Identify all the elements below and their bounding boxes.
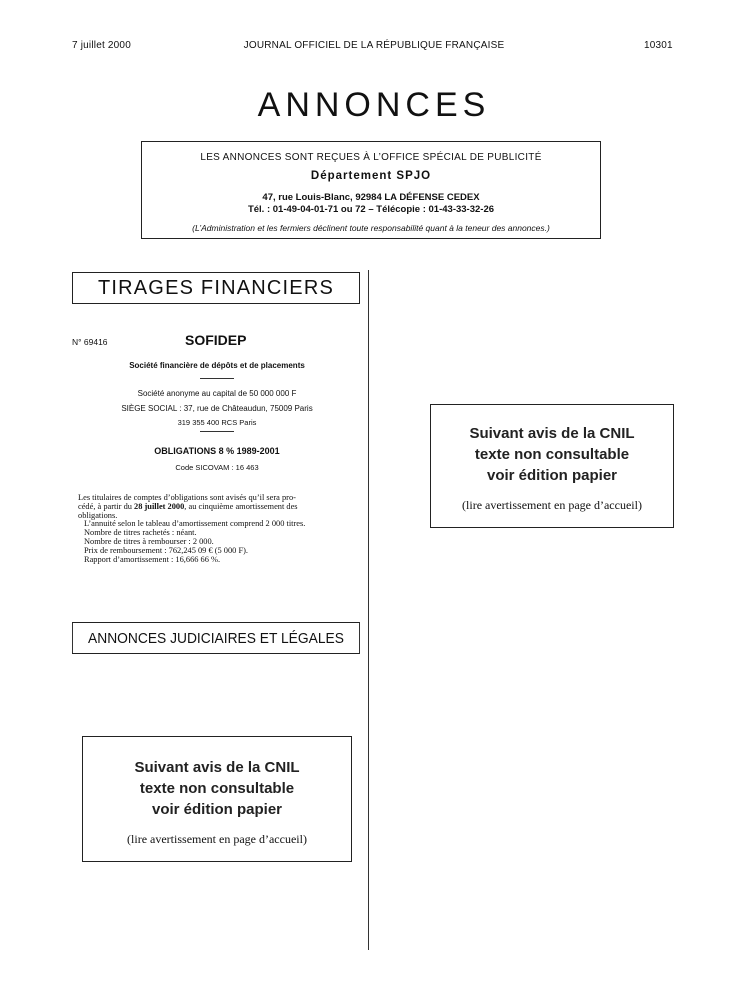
company-rcs: 319 355 400 RCS Paris — [177, 418, 257, 427]
body-text-fragment: cédé, à partir du — [78, 501, 135, 511]
cnil-line-2: texte non consultable — [474, 446, 630, 463]
cnil-note: (lire avertissement en page d’accueil) — [462, 498, 642, 512]
header-page-number: 10301 — [644, 40, 673, 51]
cnil-line-1: Suivant avis de la CNIL — [469, 425, 635, 442]
short-rule — [200, 431, 234, 432]
office-disclaimer: (L’Administration et les fermiers déclinent toute responsabilité quant à la teneur des annonces.) — [192, 223, 550, 233]
body-date-bold: 28 juillet 2000 — [134, 501, 185, 511]
body-line: L’annuité selon le tableau d’amortissement comprend 2 000 titres. — [84, 519, 306, 529]
cnil-line-2: texte non consultable — [139, 780, 295, 797]
body-line: Nombre de titres rachetés : néant. — [84, 528, 197, 538]
body-line: Les titulaires de comptes d’obligations sont avisés qu’il sera pro- — [78, 493, 296, 502]
office-address: 47, rue Louis-Blanc, 92984 LA DÉFENSE CEDEX — [262, 192, 480, 203]
section-heading-annonces-judiciaires — [72, 622, 360, 654]
section-heading-text: ANNONCES JUDICIAIRES ET LÉGALES — [88, 630, 344, 647]
company-subtitle: Société financière de dépôts et de placements — [129, 361, 305, 370]
short-rule — [200, 378, 234, 379]
company-headquarters: SIÈGE SOCIAL : 37, rue de Châteaudun, 75009 Paris — [121, 404, 313, 413]
body-line: Prix de remboursement : 762,245 09 € (5 000 F). — [84, 545, 248, 555]
body-line: Nombre de titres à rembourser : 2 000. — [84, 536, 214, 546]
header-journal-title: JOURNAL OFFICIEL DE LA RÉPUBLIQUE FRANÇAISE — [243, 40, 505, 51]
body-text-fragment: , au cinquième amortissement des — [184, 501, 298, 511]
cnil-note: (lire avertissement en page d’accueil) — [127, 832, 307, 846]
body-line: obligations. — [78, 510, 118, 520]
office-department: Département SPJO — [310, 170, 432, 182]
header-date: 7 juillet 2000 — [72, 40, 131, 51]
notice-number: N° 69416 — [72, 337, 108, 347]
cnil-line-3: voir édition papier — [486, 467, 618, 484]
company-capital: Société anonyme au capital de 50 000 000 F — [137, 389, 297, 398]
cnil-line-1: Suivant avis de la CNIL — [134, 759, 300, 776]
cnil-notice-box — [82, 736, 352, 862]
column-divider — [368, 270, 369, 950]
office-info-box — [141, 141, 601, 239]
cnil-line-3: voir édition papier — [151, 801, 283, 818]
cnil-notice-box — [430, 404, 674, 528]
body-line: Rapport d’amortissement : 16,666 66 %. — [84, 554, 221, 564]
section-heading-tirages: TIRAGES FINANCIERS — [72, 272, 360, 304]
obligations-title: OBLIGATIONS 8 % 1989-2001 — [154, 446, 280, 456]
sicovam-code: Code SICOVAM : 16 463 — [175, 463, 259, 472]
office-phone: Tél. : 01-49-04-01-71 ou 72 – Télécopie : 01-43-33-32-26 — [247, 204, 495, 215]
office-line-1: LES ANNONCES SONT REÇUES À L’OFFICE SPÉCIAL DE PUBLICITÉ — [200, 152, 542, 163]
page-title: ANNONCES — [257, 86, 491, 124]
company-name: SOFIDEP — [185, 332, 247, 348]
body-line — [78, 503, 362, 512]
notice-body — [78, 493, 362, 564]
